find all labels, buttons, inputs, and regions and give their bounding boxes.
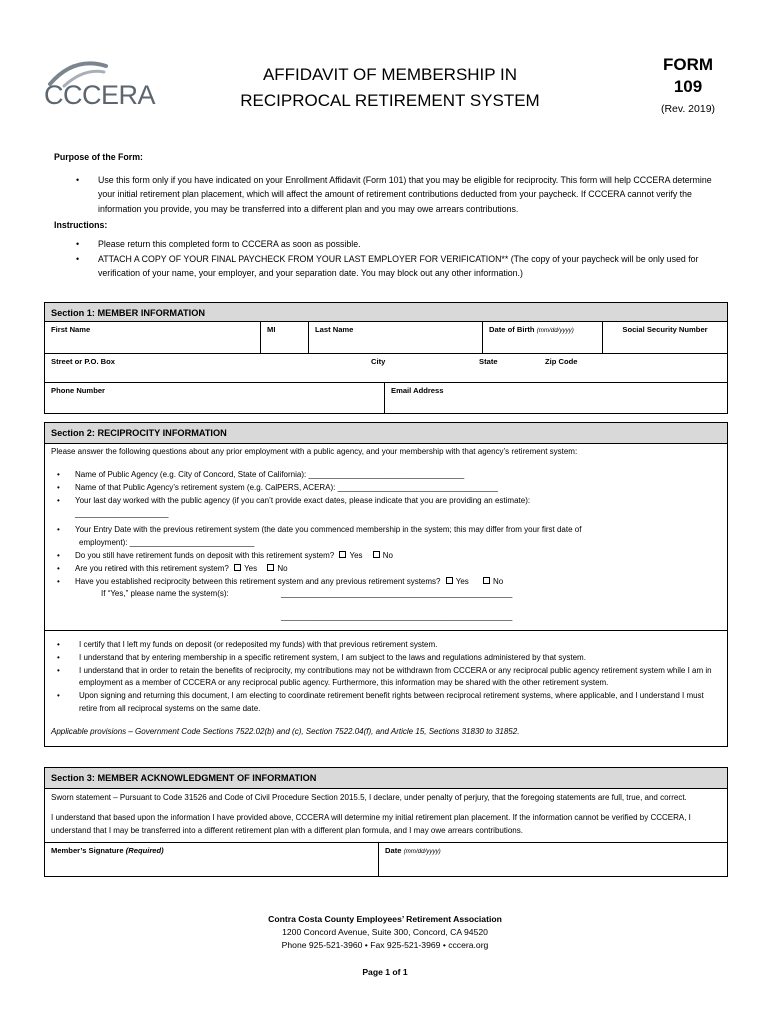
- system-name-line-2[interactable]: ____________________________________________________: [281, 612, 513, 622]
- bullet-icon: •: [57, 495, 60, 505]
- cccera-logo: [44, 58, 164, 114]
- retired-no-checkbox[interactable]: [267, 564, 274, 571]
- purpose-text: [54, 173, 726, 217]
- bullet-icon: •: [57, 550, 60, 560]
- bullet-icon: •: [57, 563, 60, 573]
- section1-title: Section 1: MEMBER INFORMATION: [45, 303, 727, 321]
- city-label: City: [371, 357, 386, 367]
- section2-intro: Please answer the following questions about any prior employment with a public agency, and your membership with that agency’s retirement system:: [51, 447, 578, 457]
- funds-yes-checkbox[interactable]: [339, 551, 346, 558]
- recip-yes-checkbox[interactable]: [446, 577, 453, 584]
- bullet-icon: •: [57, 482, 60, 492]
- section2-certifications: [45, 630, 727, 747]
- mi-field[interactable]: [261, 322, 309, 353]
- question-entry[interactable]: [51, 524, 721, 537]
- last-name-field[interactable]: [309, 322, 483, 353]
- question-lastday-text: Your last day worked with the public agency (if you can’t provide exact dates, please indicate that you are providing an estimate):: [75, 495, 531, 505]
- section2-title: Section 2: RECIPROCITY INFORMATION: [45, 423, 727, 444]
- bullet-icon: •: [57, 639, 60, 649]
- phone-field[interactable]: [45, 383, 385, 413]
- section2-questions: [45, 444, 727, 630]
- footer-address: 1200 Concord Avenue, Suite 300, Concord, CA 94520: [282, 927, 488, 937]
- yes-label: Yes: [244, 563, 258, 573]
- signature-required-note: (Required): [125, 845, 164, 855]
- question-reciprocity: [51, 576, 721, 589]
- email-field[interactable]: [385, 383, 727, 413]
- section1-member-information: [44, 302, 728, 414]
- form-revision: (Rev. 2019): [660, 103, 716, 115]
- section3-member-acknowledgment: [44, 767, 728, 877]
- purpose-heading: Purpose of the Form:: [54, 152, 143, 162]
- bullet-icon: •: [57, 691, 60, 701]
- mi-label: MI: [267, 325, 276, 335]
- certification-text: I understand that in order to retain the benefits of reciprocity, my contributions may not be withdrawn from CCCERA or any reciprocal public agency retirement system while I am in employment as a member of CCCERA or any reciprocal public agency. Furthermore, this information may be shared with the other retirement system.: [79, 665, 712, 688]
- section1-row-contact: [45, 383, 727, 413]
- purpose-text-body: Use this form only if you have indicated on your Enrollment Affidavit (Form 101) that you may be eligible for reciprocity. This form will help CCCERA determine your initial retirement plan placement, which will affect the amount of retirement contributions deducted from your paycheck. If CCCERA cannot verify the information you provide, you may be transferred into a different plan and you may owe arrears contributions.: [98, 174, 712, 214]
- dob-field[interactable]: [483, 322, 603, 353]
- last-name-label: Last Name: [315, 325, 354, 335]
- question-agency[interactable]: [51, 469, 721, 482]
- form-number: 109: [673, 77, 703, 96]
- dob-label: Date of Birth: [489, 325, 535, 335]
- bullet-icon: •: [57, 470, 60, 480]
- question-entry-text: Your Entry Date with the previous retirement system (the date you commenced membership in the system; this may differ from your first date of: [75, 525, 582, 535]
- applicable-provisions: Applicable provisions – Government Code Sections 7522.02(b) and (c), Section 7522.04(f), and Article 15, Sections 31830 to 31852.: [51, 726, 520, 736]
- recip-no-checkbox[interactable]: [483, 577, 490, 584]
- instruction-text: ATTACH A COPY OF YOUR FINAL PAYCHECK FROM YOUR LAST EMPLOYER FOR VERIFICATION** (The copy of your paycheck will be only used for verification of your name, your employer, and your separation date. You may block out any other information.): [98, 253, 699, 279]
- purpose-section: [54, 150, 726, 281]
- question-retired-text: Are you retired with this retirement system?: [75, 563, 229, 573]
- form-label: FORM: [662, 55, 714, 74]
- first-name-label: First Name: [51, 325, 91, 335]
- date-label: Date: [385, 845, 402, 855]
- question-system-text: Name of that Public Agency’s retirement system (e.g. CalPERS, ACERA): ____________________________________: [75, 482, 498, 492]
- understanding-statement: I understand that based upon the information I have provided above, CCCERA will determine my initial retirement plan placement. If the information cannot be verified by CCCERA, I understand that I may be transferred into a different retirement plan with a different plan formula, and I may owe arrears contributions.: [51, 813, 691, 835]
- bullet-icon: •: [76, 238, 80, 249]
- bullet-icon: •: [76, 253, 80, 264]
- logo-text: CCCERA: [44, 80, 156, 110]
- certification-item: [51, 639, 721, 652]
- footer-contact: Phone 925-521-3960 • Fax 925-521-3969 • cccera.org: [281, 940, 489, 950]
- if-yes-label: If “Yes,” please name the system(s):: [101, 589, 229, 599]
- document-title: [230, 62, 550, 114]
- title-line-1: AFFIDAVIT OF MEMBERSHIP IN: [262, 65, 518, 84]
- question-system[interactable]: [51, 482, 721, 495]
- yes-label: Yes: [349, 550, 363, 560]
- certification-item: [51, 652, 721, 665]
- if-yes-row: [51, 588, 721, 601]
- title-line-2: RECIPROCAL RETIREMENT SYSTEM: [240, 91, 540, 110]
- retired-yes-checkbox[interactable]: [234, 564, 241, 571]
- instruction-text: Please return this completed form to CCCERA as soon as possible.: [98, 238, 361, 249]
- question-funds: [51, 550, 721, 563]
- section2-reciprocity-information: [44, 422, 728, 747]
- first-name-field[interactable]: [45, 322, 261, 353]
- certification-text: I certify that I left my funds on deposit (or redeposited my funds) with that previous retirement system.: [79, 639, 438, 649]
- state-field[interactable]: [473, 354, 539, 382]
- ssn-field[interactable]: [603, 322, 727, 353]
- question-funds-text: Do you still have retirement funds on deposit with this retirement system?: [75, 550, 335, 560]
- yes-label: Yes: [455, 576, 469, 586]
- instruction-item: [54, 252, 726, 281]
- phone-label: Phone Number: [51, 386, 106, 396]
- date-format: (mm/dd/yyyy): [403, 847, 441, 855]
- instructions-heading: Instructions:: [54, 220, 108, 231]
- section3-statements: [45, 789, 727, 841]
- signature-field[interactable]: [45, 843, 379, 876]
- signature-label: Member’s Signature: [51, 845, 124, 855]
- question-reciprocity-text: Have you established reciprocity between this retirement system and any previous retirement systems?: [75, 576, 441, 586]
- question-entry-continued[interactable]: employment): ____________________________: [79, 538, 255, 548]
- form-number-block: [640, 54, 736, 117]
- email-label: Email Address: [391, 386, 444, 396]
- bullet-icon: •: [57, 652, 60, 662]
- state-label: State: [479, 357, 498, 367]
- city-field[interactable]: [365, 354, 473, 382]
- ssn-label: Social Security Number: [622, 325, 708, 335]
- system-name-line-1[interactable]: ____________________________________________________: [281, 589, 513, 599]
- no-label: No: [493, 576, 504, 586]
- question-lastday[interactable]: [51, 495, 721, 508]
- question-agency-text: Name of Public Agency (e.g. City of Concord, State of California): ___________________________________: [75, 470, 465, 480]
- section3-title: Section 3: MEMBER ACKNOWLEDGMENT OF INFORMATION: [45, 768, 727, 789]
- zip-field[interactable]: [539, 354, 727, 382]
- bullet-icon: •: [57, 576, 60, 586]
- zip-label: Zip Code: [545, 357, 578, 367]
- certification-item: [51, 690, 721, 716]
- dob-format: (mm/dd/yyyy): [536, 327, 574, 335]
- lastday-answer-line[interactable]: _____________________: [75, 508, 169, 518]
- funds-no-checkbox[interactable]: [373, 551, 380, 558]
- section1-row-address: [45, 354, 727, 383]
- street-field[interactable]: [45, 354, 365, 382]
- no-label: No: [382, 550, 393, 560]
- signature-row: [45, 842, 727, 876]
- bullet-icon: •: [57, 525, 60, 535]
- certification-text: Upon signing and returning this document, I am electing to coordinate retirement benefit rights between reciprocal retirement systems, where applicable, and I understand I must retire from all reciprocal systems on the same date.: [79, 691, 704, 713]
- instruction-item: [54, 237, 726, 252]
- certification-item: [51, 665, 721, 691]
- signature-date-field[interactable]: [379, 843, 727, 876]
- sworn-statement: Sworn statement – Pursuant to Code 31526 and Code of Civil Procedure Section 2015.5, I declare, under penalty of perjury, that the foregoing statements are full, true, and correct.: [51, 793, 687, 803]
- certification-text: I understand that by entering membership in a specific retirement system, I am subject to the laws and regulations administered by that system.: [79, 652, 586, 662]
- footer-organization: Contra Costa County Employees’ Retirement Association: [268, 914, 502, 924]
- section1-row-name: [45, 321, 727, 354]
- bullet-icon: •: [76, 174, 80, 185]
- footer: [185, 913, 585, 952]
- question-retired: [51, 563, 721, 576]
- bullet-icon: •: [57, 665, 60, 675]
- no-label: No: [277, 563, 288, 573]
- page-number: Page 1 of 1: [362, 967, 408, 977]
- street-label: Street or P.O. Box: [51, 357, 116, 367]
